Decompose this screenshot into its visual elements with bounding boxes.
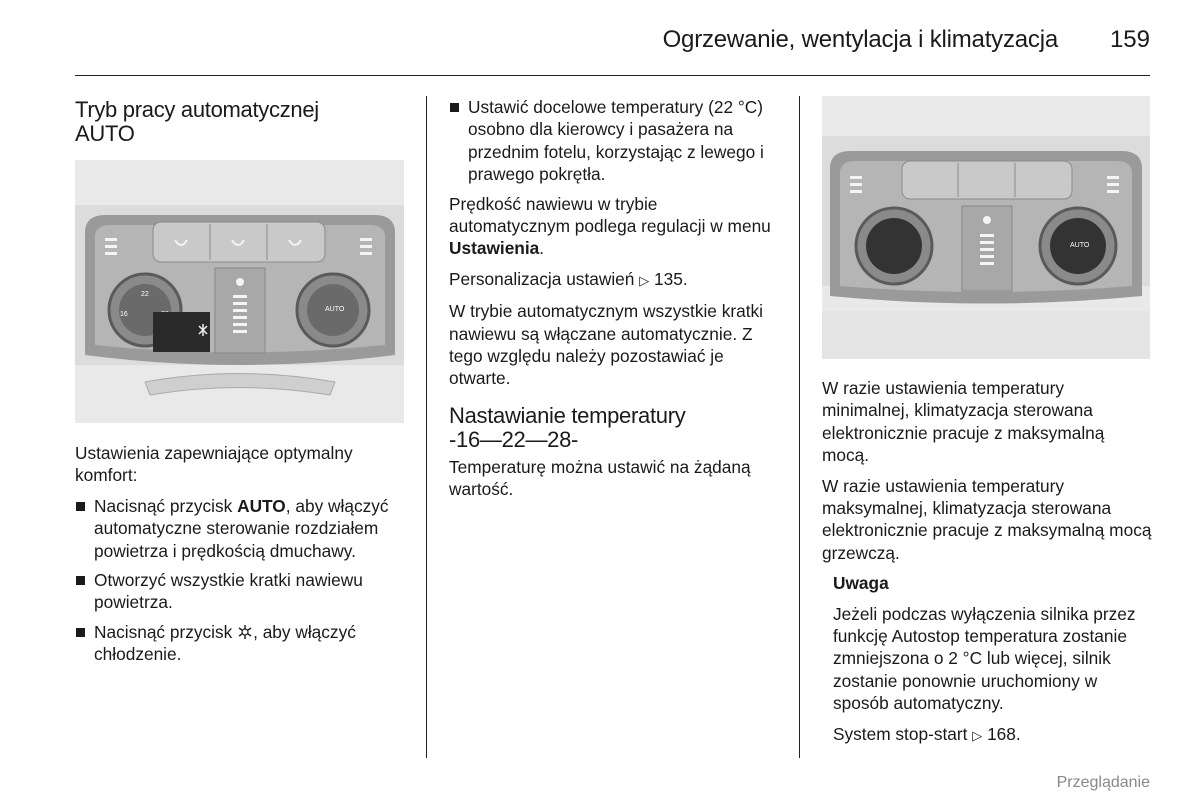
column-2 (449, 96, 779, 509)
bullet-square (76, 502, 85, 511)
list-item: Ustawić docelowe temperatury (22 °C) osobno dla kierowcy i pasażera na przednim fotelu, korzystając z lewego i prawego pokrętła. (449, 96, 779, 186)
snowflake-icon (237, 624, 253, 640)
list-item: Nacisnąć przycisk AUTO, aby włączyć automatyczne sterowanie rozdziałem powietrza i prędkością dmuchawy. (75, 495, 415, 562)
climate-panel-figure-auto (75, 160, 404, 423)
footer-watermark: Przeglądanie (1056, 774, 1150, 791)
paragraph: Personalizacja ustawień ▷ 135. (449, 268, 779, 292)
climate-panel-figure-temp (822, 96, 1150, 359)
settings-menu-ref: Ustawienia (449, 238, 540, 259)
bullet-square (76, 628, 85, 637)
page-number: 159 (1109, 26, 1150, 53)
climate-panel-illustration (75, 160, 404, 423)
knob-mark-22: 22 (141, 291, 149, 298)
page-ref-link[interactable]: 168. (987, 723, 1021, 744)
temperature-heading: Nastawianie temperatury -16—22—28- (449, 402, 686, 452)
column-divider-2 (799, 96, 800, 758)
paragraph: System stop-start ▷ 168. (833, 723, 1152, 747)
note-heading: Uwaga (833, 573, 889, 594)
section-title: Ogrzewanie, wentylacja i klimatyzacja (662, 26, 1058, 53)
paragraph: W trybie automatycznym wszystkie kratki nawiewu są włączane automatycznie. Z tego względu należy pozostawiać je otwarte. (449, 301, 764, 389)
knob-mark-16: 16 (120, 311, 128, 318)
paragraph: Temperaturę można ustawić na żądaną wartość. (449, 456, 751, 500)
page-ref-link[interactable]: 135. (654, 268, 688, 289)
note-box (822, 572, 1152, 747)
auto-button-label: AUTO (1070, 242, 1090, 249)
paragraph: W razie ustawienia temperatury maksymalnej, klimatyzacja sterowana elektronicznie pracuje z maksymalną mocą grzewczą. (822, 475, 1152, 563)
auto-mode-heading: Tryb pracy automatycznej AUTO (75, 97, 319, 146)
column-1 (75, 98, 410, 150)
list-item: Otworzyć wszystkie kratki nawiewu powietrza. (75, 569, 415, 614)
header-rule (75, 75, 1150, 76)
bullet-square (450, 103, 459, 112)
paragraph: W razie ustawienia temperatury minimalnej, klimatyzacja sterowana elektronicznie pracuje z maksymalną mocą. (822, 378, 1105, 466)
page-ref-arrow-icon: ▷ (972, 727, 983, 743)
auto-button-ref: AUTO (237, 495, 286, 516)
page-ref-arrow-icon: ▷ (639, 272, 650, 288)
paragraph: Prędkość nawiewu w trybie automatycznym podlega regulacji w menu Ustawienia. (449, 193, 771, 259)
column-divider-1 (426, 96, 427, 758)
column-1-body (75, 442, 415, 673)
list-item: Nacisnąć przycisk , aby włączyć chłodzenie. (75, 621, 415, 666)
intro-text: Ustawienia zapewniające optymalny komfort: (75, 443, 353, 486)
auto-button-label: AUTO (325, 306, 345, 313)
bullet-square (76, 576, 85, 585)
note-text: Jeżeli podczas wyłączenia silnika przez funkcję Autostop temperatura zostanie zmniejszona o 2 °C lub więcej, silnik zostanie ponownie uruchomiony w sposób automatyczny. (833, 603, 1136, 714)
climate-panel-illustration (822, 96, 1150, 359)
column-3 (822, 377, 1152, 755)
